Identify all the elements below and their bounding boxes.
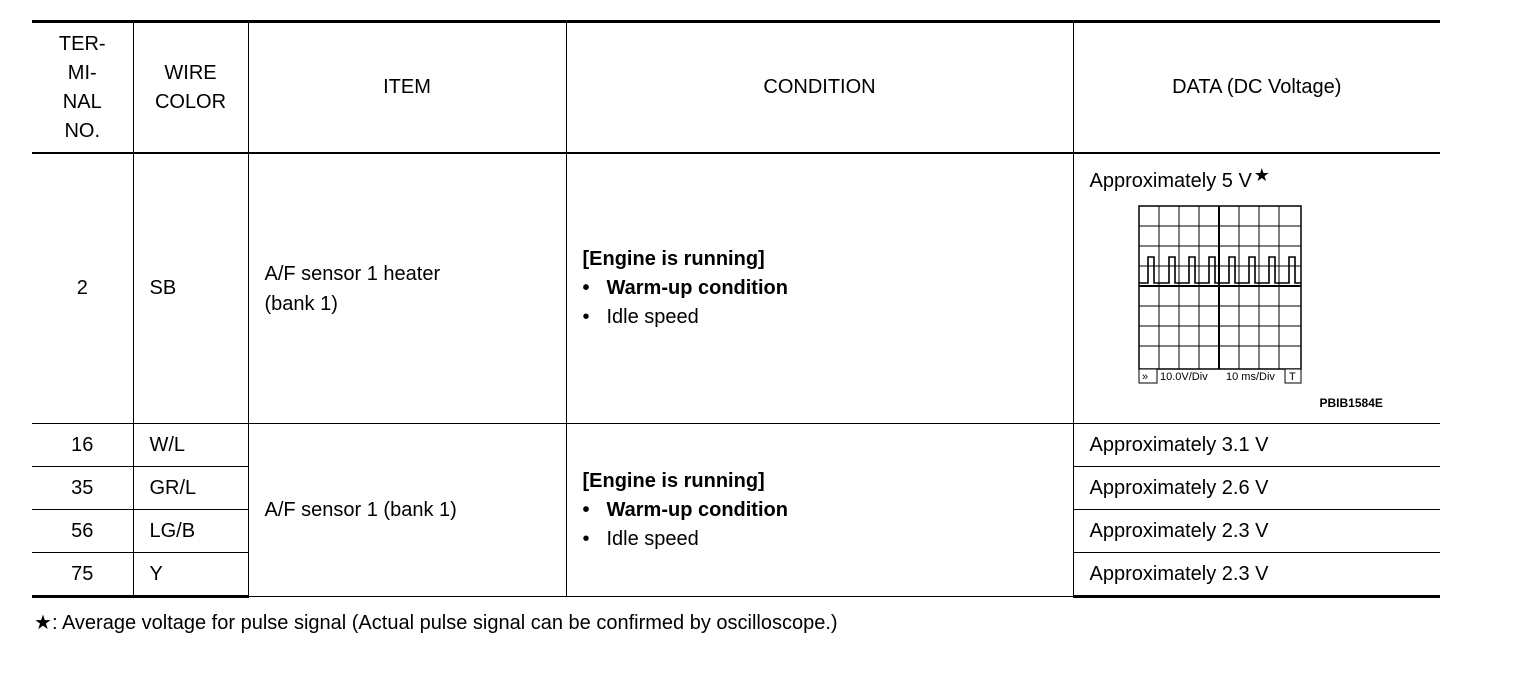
scope-trigger-label: T <box>1288 371 1296 383</box>
condition-cell <box>566 153 1073 424</box>
condition-bullet <box>583 303 1073 332</box>
item-cell <box>248 153 566 424</box>
condition-bullet <box>583 274 1073 303</box>
header-wire-line: COLOR <box>154 90 227 113</box>
condition-bullet-text: Idle speed <box>606 306 699 328</box>
item-cell: A/F sensor 1 (bank 1) <box>248 424 566 597</box>
header-terminal-line: MI- <box>67 61 97 84</box>
condition-bullet-text: Warm-up condition <box>606 498 788 521</box>
scope-grid <box>1139 206 1301 369</box>
header-terminal-line: TER- <box>58 32 106 55</box>
condition-title: [Engine is running] <box>582 248 765 270</box>
header-condition: CONDITION <box>566 22 1073 154</box>
scope-volt-div: 10.0V/Div <box>1159 371 1208 383</box>
condition-bullet <box>583 525 1073 554</box>
figure-code: PBIB1584E <box>1319 396 1383 410</box>
terminal-cell: 75 <box>32 553 133 597</box>
item-line: A/F sensor 1 heater <box>264 262 441 285</box>
bullet-icon: • <box>582 527 590 550</box>
oscilloscope-waveform <box>1138 205 1304 387</box>
header-data: DATA (DC Voltage) <box>1073 22 1440 154</box>
header-terminal-line: NAL <box>62 90 102 113</box>
wire-color-cell: GR/L <box>133 467 248 510</box>
wire-color-cell: Y <box>133 553 248 597</box>
data-cell: Approximately 3.1 V <box>1073 424 1440 467</box>
header-terminal-line: NO. <box>64 119 101 142</box>
header-row <box>32 22 1440 154</box>
condition-bullet-text: Idle speed <box>606 527 699 550</box>
terminal-cell: 2 <box>32 153 133 424</box>
header-item: ITEM <box>248 22 566 154</box>
wire-color-cell: SB <box>133 153 248 424</box>
header-wire-line: WIRE <box>164 61 217 84</box>
star-icon: ★ <box>1253 165 1270 185</box>
header-wire-color <box>133 22 248 154</box>
footnote-text: : Average voltage for pulse signal (Actual pulse signal can be confirmed by oscilloscope.) <box>51 612 838 634</box>
data-cell: Approximately 2.3 V <box>1073 510 1440 553</box>
wire-color-cell: LG/B <box>133 510 248 553</box>
data-cell: Approximately 2.6 V <box>1073 467 1440 510</box>
condition-title: [Engine is running] <box>582 469 765 492</box>
terminal-spec-table <box>32 20 1440 598</box>
data-value-line <box>1089 165 1441 193</box>
bullet-icon: • <box>582 306 590 328</box>
condition-bullet-text: Warm-up condition <box>606 277 788 299</box>
header-terminal-no <box>32 22 133 154</box>
footnote <box>34 610 838 635</box>
item-line: (bank 1) <box>264 292 338 315</box>
terminal-cell: 16 <box>32 424 133 467</box>
wire-color-cell: W/L <box>133 424 248 467</box>
data-cell: Approximately 2.3 V <box>1073 553 1440 597</box>
table-row <box>32 153 1440 424</box>
condition-bullet <box>583 496 1073 525</box>
terminal-cell: 35 <box>32 467 133 510</box>
bullet-icon: • <box>582 277 590 299</box>
data-value: Approximately 5 V <box>1089 170 1252 192</box>
data-cell <box>1073 153 1440 424</box>
scope-arrow-label: » <box>1141 371 1148 383</box>
bullet-icon: • <box>582 498 590 521</box>
scope-time-div: 10 ms/Div <box>1225 371 1275 383</box>
scope-footer <box>1139 369 1301 383</box>
terminal-cell: 56 <box>32 510 133 553</box>
condition-cell <box>566 424 1073 597</box>
table-row <box>32 424 1440 467</box>
star-icon: ★ <box>34 612 52 634</box>
